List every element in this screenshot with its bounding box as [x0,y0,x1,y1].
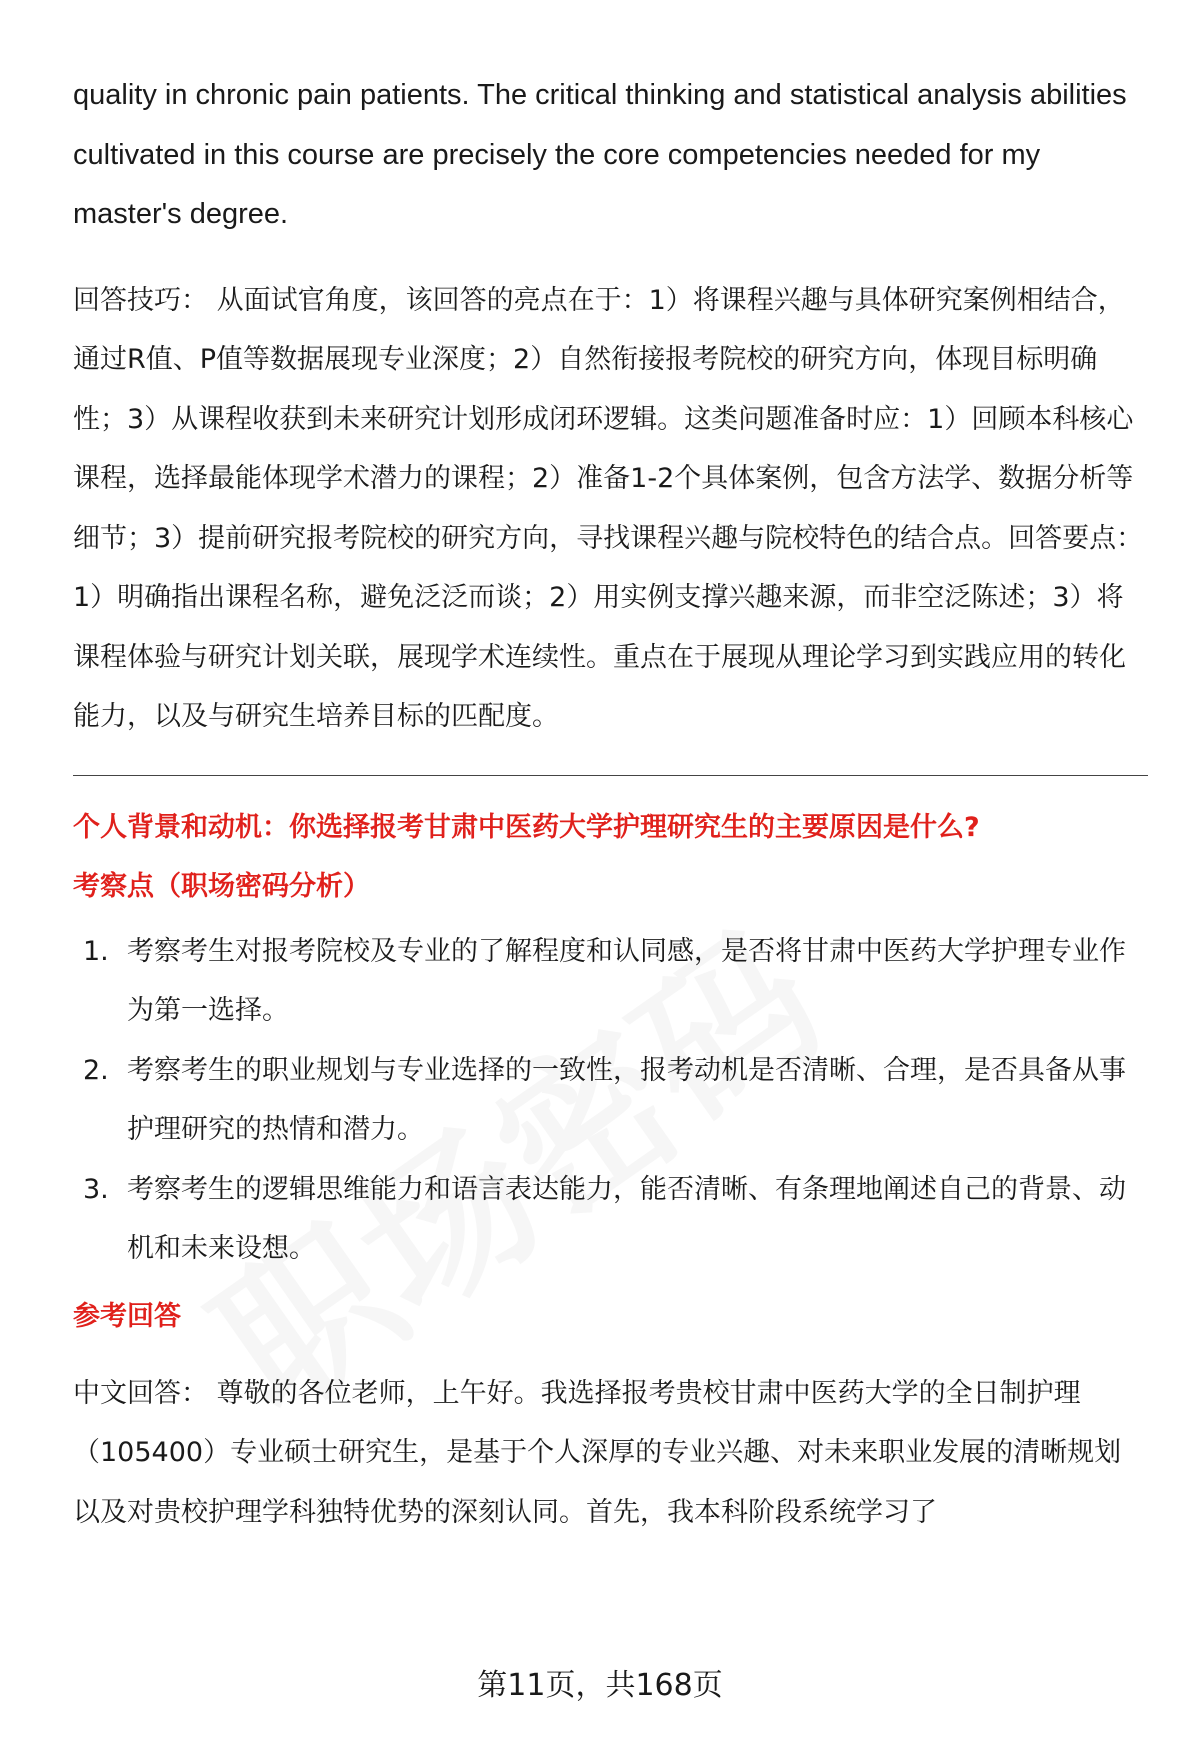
page-number: 第11页，共168页 [477,1668,723,1703]
intro-paragraph: quality in chronic pain patients. The critical thinking and statistical analysis abilities cultivated in this course are precisely the core competencies needed for my master's degree. [73,79,1127,230]
page-content [73,66,1148,1542]
focus-list [73,922,1148,1279]
list-text: 考察考生对报考院校及专业的了解程度和认同感，是否将甘肃中医药大学护理专业作为第一选择。 [127,935,1126,1026]
reference-heading: 参考回答 [73,1300,181,1332]
focus-heading: 考察点（职场密码分析） [73,870,370,902]
list-item [73,922,1148,1041]
list-item [73,1041,1148,1160]
list-text: 考察考生的职业规划与专业选择的一致性，报考动机是否清晰、合理，是否具备从事护理研究的热情和潜力。 [127,1054,1126,1145]
list-text: 考察考生的逻辑思维能力和语言表达能力，能否清晰、有条理地阐述自己的背景、动机和未来设想。 [127,1173,1126,1264]
list-number: 3. [83,1173,109,1205]
section-divider [73,775,1148,776]
tips-paragraph: 回答技巧： 从面试官角度，该回答的亮点在于：1）将课程兴趣与具体研究案例相结合，通过R值、P值等数据展现专业深度；2）自然衔接报考院校的研究方向，体现目标明确性；3）从课程收获到未来研究计划形成闭环逻辑。这类问题准备时应：1）回顾本科核心课程，选择最能体现学术潜力的课程；2）准备1-2个具体案例，包含方法学、数据分析等细节；3）提前研究报考院校的研究方向，寻找课程兴趣与院校特色的结合点。回答要点：1）明确指出课程名称，避免泛泛而谈；2）用实例支撑兴趣来源，而非空泛陈述；3）将课程体验与研究计划关联，展现学术连续性。重点在于展现从理论学习到实践应用的转化能力，以及与研究生培养目标的匹配度。 [73,284,1144,732]
list-item [73,1160,1148,1279]
question-title: 个人背景和动机：你选择报考甘肃中医药大学护理研究生的主要原因是什么? [73,811,980,843]
list-number: 1. [83,935,109,967]
list-number: 2. [83,1054,109,1086]
answer-paragraph: 中文回答： 尊敬的各位老师，上午好。我选择报考贵校甘肃中医药大学的全日制护理（105400）专业硕士研究生，是基于个人深厚的专业兴趣、对未来职业发展的清晰规划以及对贵校护理学科独特优势的深刻认同。首先，我本科阶段系统学习了 [73,1377,1122,1528]
